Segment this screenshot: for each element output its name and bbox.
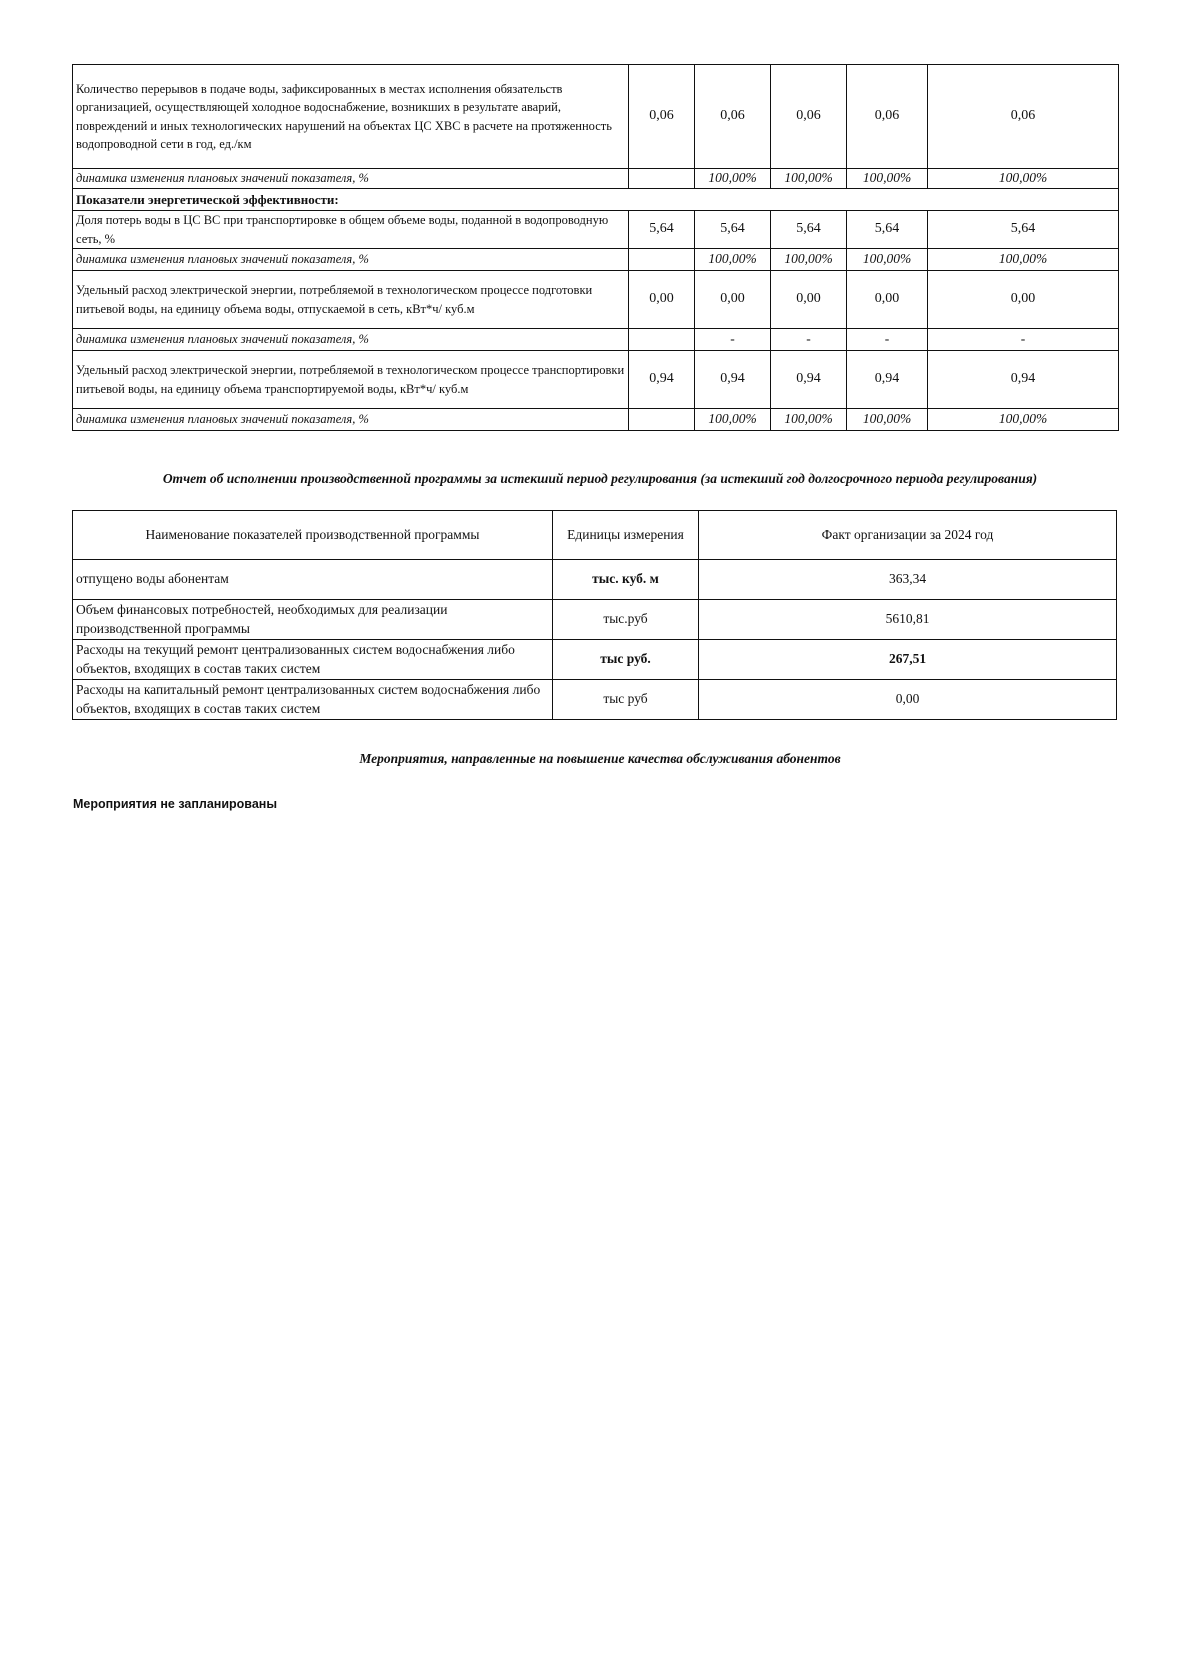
indicator-value: 5,64 bbox=[928, 211, 1119, 249]
dynamics-value: - bbox=[771, 329, 847, 351]
indicator-value: 0,00 bbox=[928, 271, 1119, 329]
indicator-value: 0,94 bbox=[771, 351, 847, 409]
indicator-value: 5,64 bbox=[695, 211, 771, 249]
indicators-table bbox=[72, 64, 1119, 431]
section-row bbox=[73, 189, 1119, 211]
row-value: 0,00 bbox=[699, 680, 1117, 720]
indicator-label: Доля потерь воды в ЦС ВС при транспортировке в общем объеме воды, поданной в водопроводную сеть, % bbox=[73, 211, 629, 249]
dynamics-value: 100,00% bbox=[928, 249, 1119, 271]
measures-caption: Мероприятия, направленные на повышение качества обслуживания абонентов bbox=[359, 751, 841, 766]
dynamics-row bbox=[73, 249, 1119, 271]
dynamics-label: динамика изменения плановых значений показателя, % bbox=[73, 329, 629, 351]
indicator-value: 5,64 bbox=[771, 211, 847, 249]
dynamics-value: 100,00% bbox=[695, 169, 771, 189]
dynamics-value: - bbox=[847, 329, 928, 351]
indicators-body bbox=[73, 65, 1119, 431]
dynamics-value bbox=[629, 249, 695, 271]
row-label: отпущено воды абонентам bbox=[73, 560, 553, 600]
indicator-row bbox=[73, 65, 1119, 169]
indicator-value: 5,64 bbox=[847, 211, 928, 249]
dynamics-value: 100,00% bbox=[771, 409, 847, 431]
indicator-value: 5,64 bbox=[629, 211, 695, 249]
row-unit: тыс.руб bbox=[553, 600, 699, 640]
dynamics-value: 100,00% bbox=[695, 409, 771, 431]
dynamics-value bbox=[629, 169, 695, 189]
indicator-label: Удельный расход электрической энергии, потребляемой в технологическом процессе подготовки питьевой воды, на единицу объема воды, отпускаемой в сеть, кВт*ч/ куб.м bbox=[73, 271, 629, 329]
dynamics-value: 100,00% bbox=[928, 409, 1119, 431]
indicator-value: 0,00 bbox=[695, 271, 771, 329]
indicator-value: 0,06 bbox=[847, 65, 928, 169]
program-header-row bbox=[73, 511, 1117, 560]
dynamics-row bbox=[73, 169, 1119, 189]
table-row bbox=[73, 600, 1117, 640]
indicator-value: 0,94 bbox=[695, 351, 771, 409]
header-unit: Единицы измерения bbox=[553, 511, 699, 560]
dynamics-value: - bbox=[928, 329, 1119, 351]
indicator-value: 0,00 bbox=[847, 271, 928, 329]
row-label: Расходы на текущий ремонт централизованных систем водоснабжения либо объектов, входящих в состав таких систем bbox=[73, 640, 553, 680]
indicator-value: 0,94 bbox=[629, 351, 695, 409]
row-value: 363,34 bbox=[699, 560, 1117, 600]
row-label: Объем финансовых потребностей, необходимых для реализации производственной программы bbox=[73, 600, 553, 640]
dynamics-value: 100,00% bbox=[771, 169, 847, 189]
table-row bbox=[73, 640, 1117, 680]
indicator-row bbox=[73, 351, 1119, 409]
indicator-value: 0,00 bbox=[771, 271, 847, 329]
indicator-label: Количество перерывов в подаче воды, зафиксированных в местах исполнения обязательств организацией, осуществляющей холодное водоснабжение, возникших в результате аварий, повреждений и иных технологических нарушений на объектах ЦС ХВС в расчете на протяженность водопроводной сети в год, ед./км bbox=[73, 65, 629, 169]
row-value: 267,51 bbox=[699, 640, 1117, 680]
program-table bbox=[72, 510, 1117, 720]
indicator-row bbox=[73, 271, 1119, 329]
dynamics-value bbox=[629, 329, 695, 351]
dynamics-row bbox=[73, 329, 1119, 351]
dynamics-value: 100,00% bbox=[847, 409, 928, 431]
row-label: Расходы на капитальный ремонт централизованных систем водоснабжения либо объектов, входящих в состав таких систем bbox=[73, 680, 553, 720]
dynamics-value: 100,00% bbox=[695, 249, 771, 271]
table-row bbox=[73, 680, 1117, 720]
row-unit: тыс руб bbox=[553, 680, 699, 720]
dynamics-value: - bbox=[695, 329, 771, 351]
header-indicator-name: Наименование показателей производственной программы bbox=[73, 511, 553, 560]
dynamics-value: 100,00% bbox=[847, 249, 928, 271]
indicator-row bbox=[73, 211, 1119, 249]
indicator-value: 0,94 bbox=[847, 351, 928, 409]
indicator-value: 0,94 bbox=[928, 351, 1119, 409]
dynamics-value bbox=[629, 409, 695, 431]
indicator-value: 0,00 bbox=[629, 271, 695, 329]
indicator-value: 0,06 bbox=[771, 65, 847, 169]
dynamics-value: 100,00% bbox=[928, 169, 1119, 189]
section-label: Показатели энергетической эффективности: bbox=[73, 189, 1119, 211]
dynamics-label: динамика изменения плановых значений показателя, % bbox=[73, 249, 629, 271]
dynamics-label: динамика изменения плановых значений показателя, % bbox=[73, 169, 629, 189]
dynamics-row bbox=[73, 409, 1119, 431]
indicator-value: 0,06 bbox=[928, 65, 1119, 169]
indicator-value: 0,06 bbox=[629, 65, 695, 169]
row-unit: тыс руб. bbox=[553, 640, 699, 680]
dynamics-value: 100,00% bbox=[771, 249, 847, 271]
header-fact: Факт организации за 2024 год bbox=[699, 511, 1117, 560]
table-row bbox=[73, 560, 1117, 600]
measures-note: Мероприятия не запланированы bbox=[73, 797, 277, 811]
indicator-label: Удельный расход электрической энергии, потребляемой в технологическом процессе транспортировки питьевой воды, на единицу объема транспортируемой воды, кВт*ч/ куб.м bbox=[73, 351, 629, 409]
dynamics-label: динамика изменения плановых значений показателя, % bbox=[73, 409, 629, 431]
row-unit: тыс. куб. м bbox=[553, 560, 699, 600]
dynamics-value: 100,00% bbox=[847, 169, 928, 189]
report-caption: Отчет об исполнении производственной программы за истекший период регулирования (за истекший год долгосрочного периода регулирования) bbox=[162, 471, 1038, 486]
row-value: 5610,81 bbox=[699, 600, 1117, 640]
indicator-value: 0,06 bbox=[695, 65, 771, 169]
